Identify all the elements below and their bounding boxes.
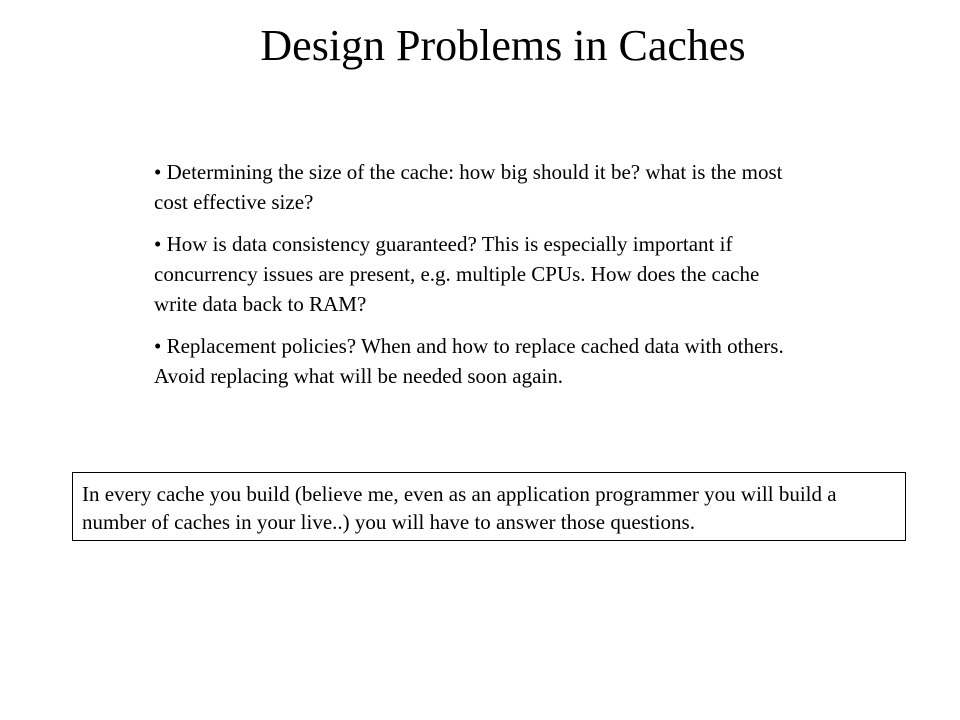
bullet-list — [154, 157, 794, 391]
slide-title: Design Problems in Caches — [260, 21, 746, 70]
note-box: In every cache you build (believe me, even as an application programmer you will build a number of caches in your live..) you will have to answer those questions. — [72, 472, 906, 541]
bullet-data-consistency: • How is data consistency guaranteed? This is especially important if concurrency issues are present, e.g. multiple CPUs. How does the cache write data back to RAM? — [154, 232, 760, 316]
bullet-replacement-policies: • Replacement policies? When and how to replace cached data with others. Avoid replacing what will be needed soon again. — [154, 334, 784, 388]
bullet-cache-size: • Determining the size of the cache: how big should it be? what is the most cost effective size? — [154, 160, 783, 214]
